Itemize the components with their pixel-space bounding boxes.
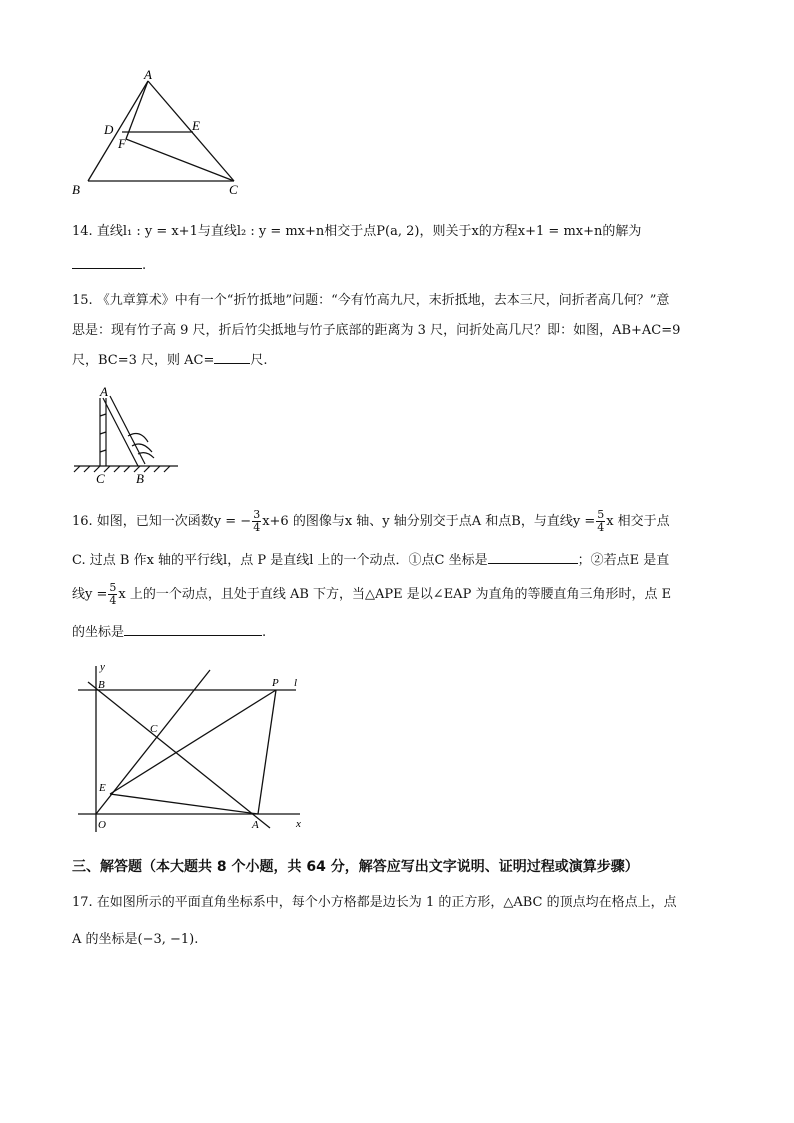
label-B: B: [136, 471, 144, 486]
q16-text: .: [262, 625, 267, 640]
hatch: [104, 466, 110, 472]
seg-AB: [88, 81, 148, 181]
q17-line2: A 的坐标是(−3, −1).: [72, 932, 199, 947]
q17-line1: 17. 在如图所示的平面直角坐标系中，每个小方格都是边长为 1 的正方形，△ABC 的顶点均在格点上，点: [72, 895, 677, 910]
label-A: A: [252, 819, 259, 831]
label-y: y: [100, 661, 105, 673]
fraction: [252, 509, 261, 534]
hatch: [164, 466, 170, 472]
q15-line3-a: 尺，BC=3 尺，则 AC=: [72, 353, 215, 368]
label-E: E: [99, 782, 106, 794]
seg-AC: [148, 81, 234, 181]
q16-line3: [72, 582, 671, 607]
q16-line4: [72, 621, 266, 640]
label-D: D: [104, 122, 114, 137]
label-l: l: [294, 677, 298, 689]
label-F: F: [118, 136, 126, 151]
q15-line1: 15. 《九章算术》中有一个“折竹抵地”问题：“今有竹高九尺，末折抵地，去本三尺，问折者高几何？”意: [72, 293, 670, 308]
line-AB: [88, 682, 270, 828]
q16-answer-blank-2[interactable]: [124, 623, 262, 636]
fraction-denominator: 4: [253, 521, 261, 534]
q16-text: 线y =: [72, 587, 108, 602]
q15-line3: [72, 349, 268, 368]
node: [100, 414, 106, 416]
fraction-denominator: 4: [109, 594, 117, 607]
q16-text: x 相交于点: [606, 514, 670, 529]
label-A: A: [144, 67, 152, 82]
seg-PA: [258, 690, 276, 814]
label-C: C: [229, 182, 238, 197]
q16-text: x 上的一个动点，且处于直线 AB 下方，当△APE 是以∠EAP 为直角的等腰直角三角形时，点 E: [118, 587, 672, 602]
hatch: [74, 466, 80, 472]
fraction-numerator: 3: [253, 508, 261, 521]
seg-FC: [126, 139, 234, 181]
q16-text: C. 过点 B 作x 轴的平行线l，点 P 是直线l 上的一个动点．①点C 坐标是: [72, 553, 488, 568]
label-C: C: [96, 471, 105, 486]
node: [100, 450, 106, 452]
q16-answer-blank-1[interactable]: [488, 551, 578, 564]
q14-answer-blank[interactable]: [72, 256, 142, 269]
hatch: [114, 466, 120, 472]
bamboo-figure: [70, 384, 185, 486]
triangle-figure: [66, 66, 256, 201]
node: [100, 432, 106, 434]
label-C: C: [150, 723, 158, 735]
label-x: x: [296, 818, 301, 830]
q15-answer-blank[interactable]: [214, 351, 250, 364]
fraction-numerator: 5: [109, 581, 117, 594]
q16-line2: [72, 549, 669, 568]
fraction: [108, 582, 117, 607]
q14-number: 14.: [72, 224, 93, 239]
label-B: B: [98, 679, 105, 691]
q15-line2: 思是：现有竹子高 9 尺，折后竹尖抵地与竹子底部的距离为 3 尺，问折处高几尺？即：如图，AB+AC=9: [72, 323, 681, 338]
seg-AF: [126, 81, 148, 139]
q16-text: 16. 如图，已知一次函数y = −: [72, 514, 252, 529]
q15-line3-b: 尺.: [250, 353, 268, 368]
hatch: [144, 466, 150, 472]
label-B: B: [72, 182, 80, 197]
seg-EA: [110, 794, 258, 814]
q14-line2: [72, 256, 146, 273]
label-E: E: [192, 118, 200, 133]
label-P: P: [272, 677, 279, 689]
fraction-denominator: 4: [597, 521, 605, 534]
seg-EP: [110, 690, 276, 794]
fraction: [596, 509, 605, 534]
q14-line1: [72, 220, 641, 239]
label-A: A: [100, 384, 108, 399]
q16-line1: [72, 509, 670, 534]
broken-bamboo-1: [103, 398, 138, 466]
hatch: [124, 466, 130, 472]
label-O: O: [98, 819, 106, 831]
q14-tail: .: [142, 258, 147, 273]
fraction-numerator: 5: [597, 508, 605, 521]
hatch: [84, 466, 90, 472]
q16-text: x+6 的图像与x 轴、y 轴分别交于点A 和点B，与直线y =: [262, 514, 596, 529]
q16-text: ；②若点E 是直: [577, 553, 670, 568]
section-heading: 三、解答题（本大题共 8 个小题，共 64 分，解答应写出文字说明、证明过程或演算步骤）: [72, 859, 639, 875]
q16-text: 的坐标是: [72, 625, 125, 640]
coordinate-figure: [70, 660, 310, 838]
q14-text: 直线l₁ : y = x+1与直线l₂ : y = mx+n相交于点P(a, 2)，则关于x的方程x+1 = mx+n的解为: [96, 224, 642, 239]
hatch: [154, 466, 160, 472]
